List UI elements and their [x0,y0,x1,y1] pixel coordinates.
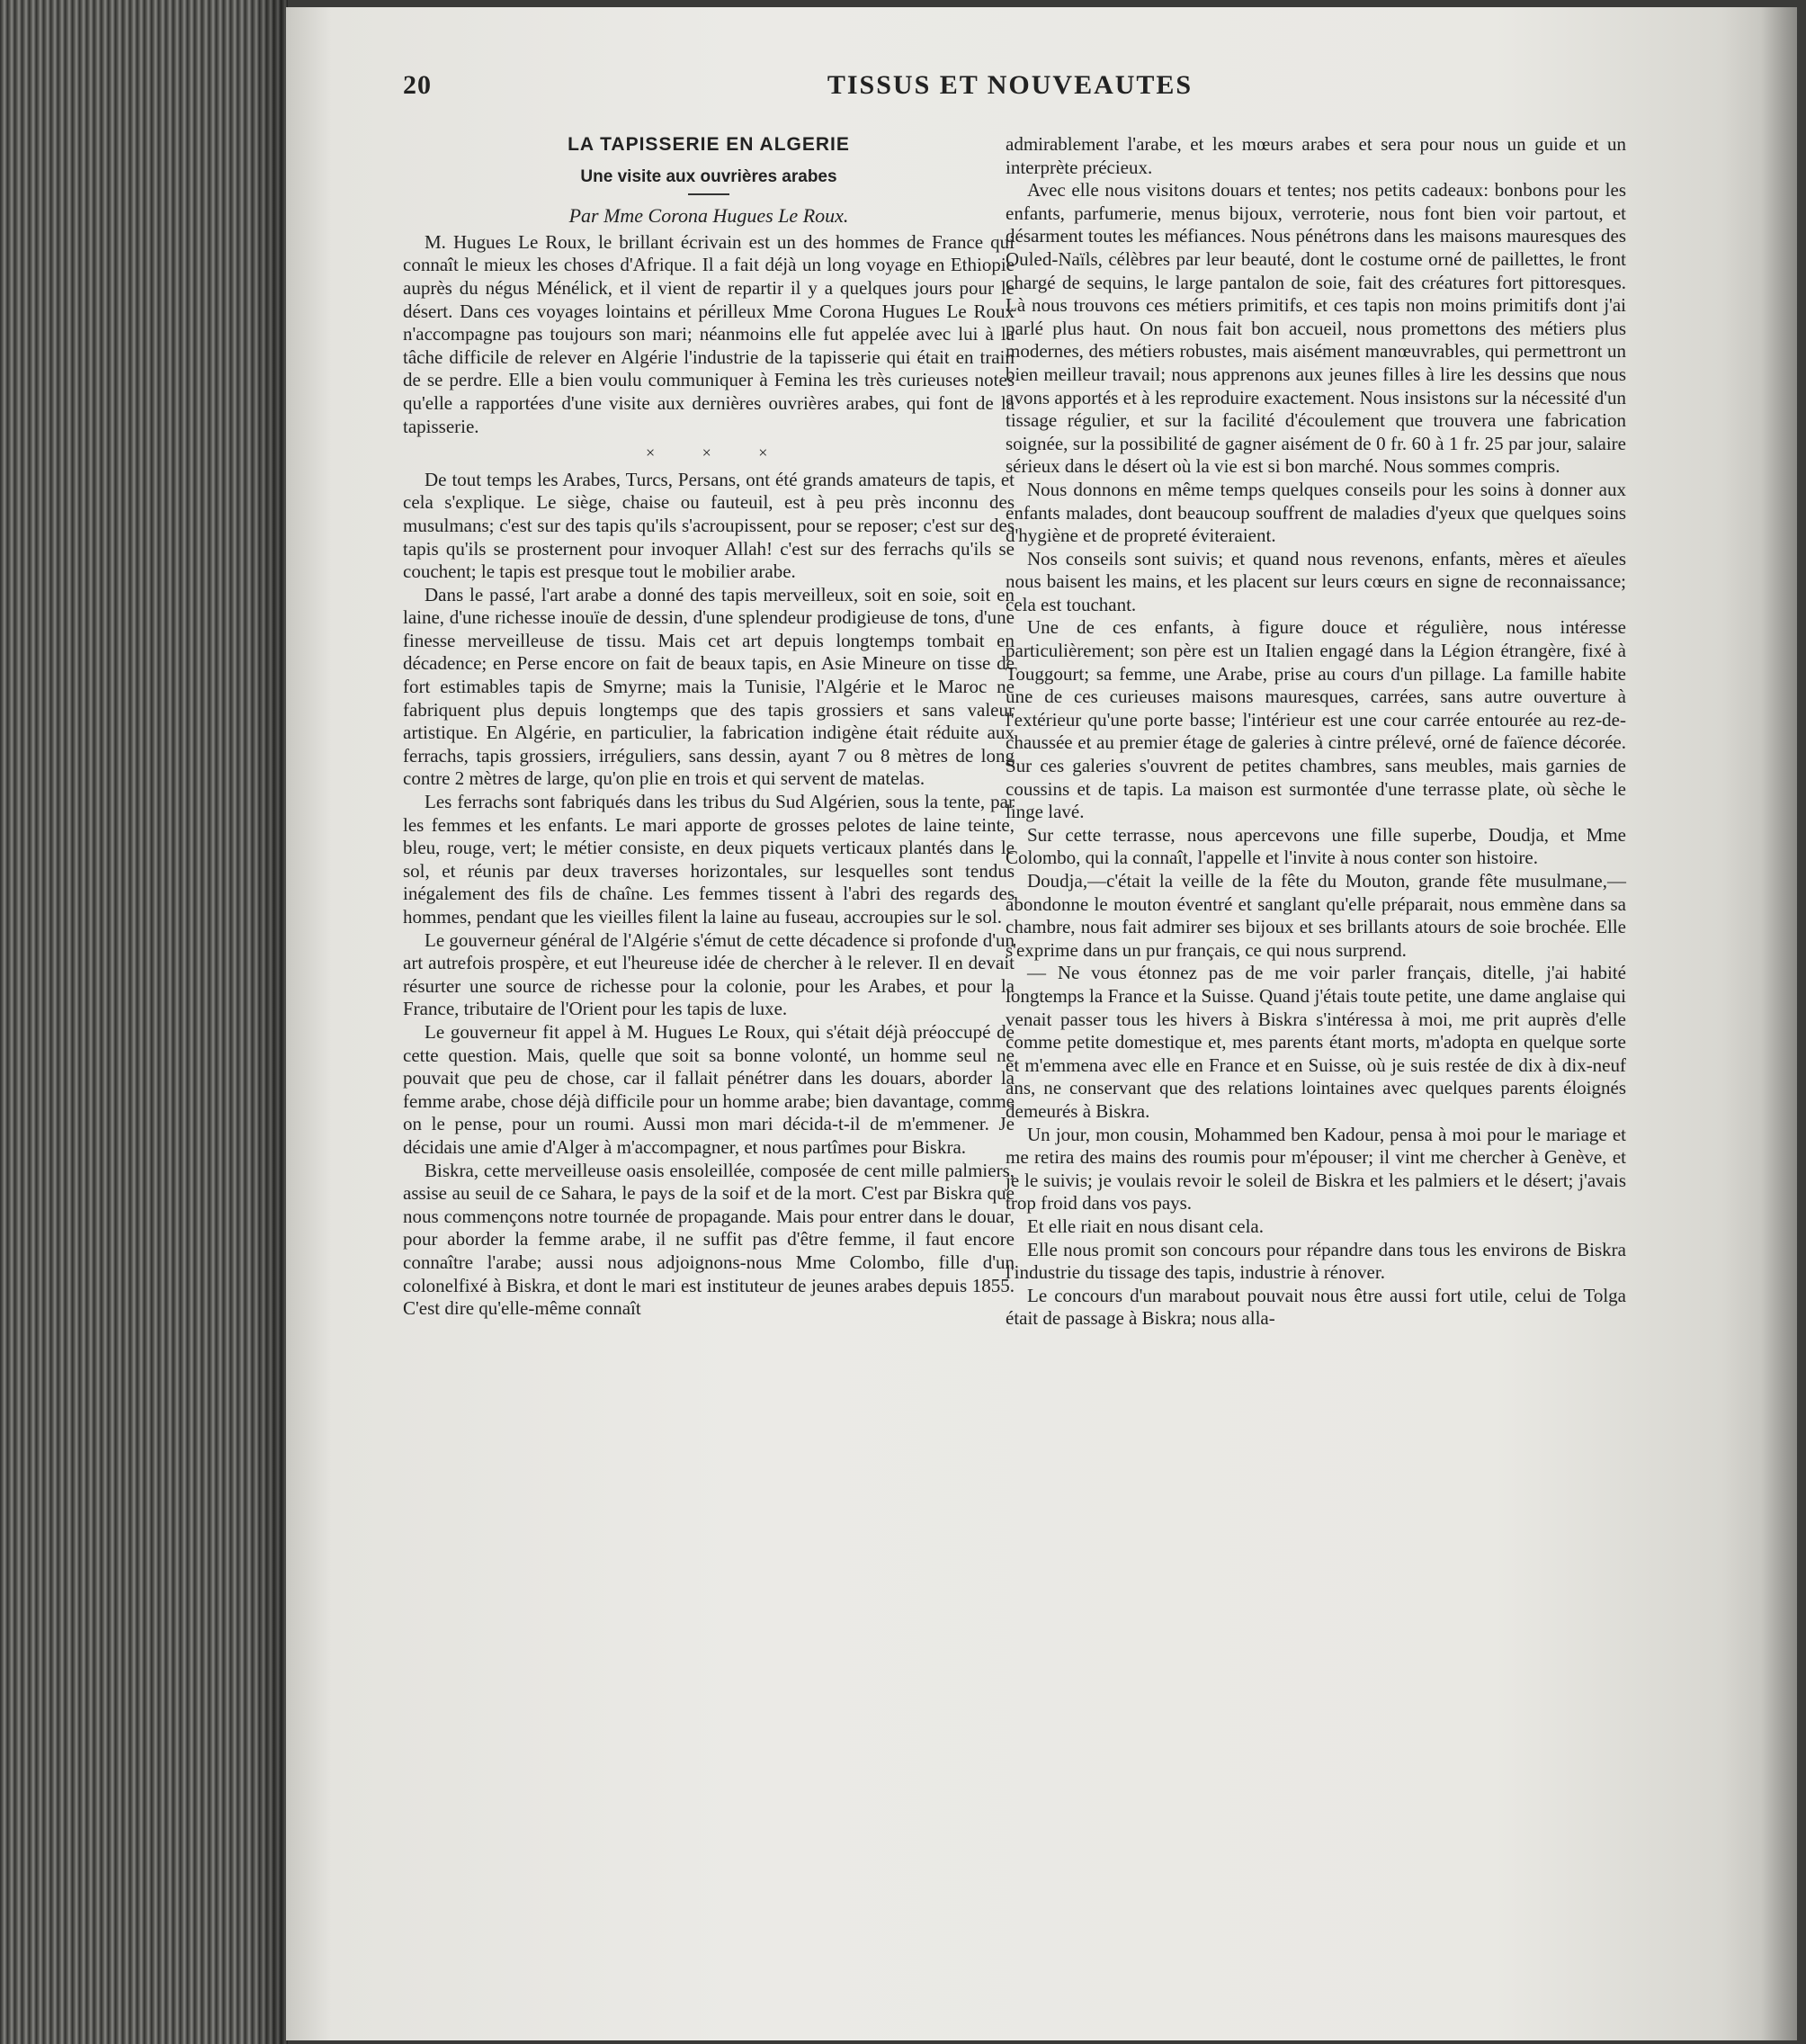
title-rule [688,193,729,195]
article-title: LA TAPISSERIE EN ALGERIE [568,134,850,155]
article-subtitle: Une visite aux ouvrières arabes [580,166,837,186]
paragraph: De tout temps les Arabes, Turcs, Persans, ont été grands amateurs de tapis, et cela s'explique. Le siège, chaise ou fauteuil, est à peu près inconnu des musulmans; c'est sur des tapis qu'ils s'acroupissent, pour se reposer; c'est sur des tapis qu'ils se prosternent pour invoquer Allah! c'est sur des ferrachs qu'ils se couchent; le tapis est presque tout le mobilier arabe. [403,468,1015,583]
paragraph: M. Hugues Le Roux, le brillant écrivain est un des hommes de France qui connaît le mieux les choses d'Afrique. Il a fait déjà un long voyage en Ethiopie auprès du négus Ménélick, et il vient de repartir il y a quelques jours pour le désert. Dans ces voyages lointains et périlleux Mme Corona Hugues Le Roux n'accompagne pas toujours son mari; néanmoins elle fut appelée avec lui à la tâche difficile de relever en Algérie l'industrie de la tapisserie qui était en train de se perdre. Elle a bien voulu communiquer à Femina les très curieuses notes qu'elle a rapportées d'une visite aux dernières ouvrières arabes, qui font de la tapisserie. [403,230,1015,437]
paragraph: Un jour, mon cousin, Mohammed ben Kadour, pensa à moi pour le mariage et me retira des mains des roumis pour m'épouser; il vint me chercher à Genève, et je le suivis; je voulais revoir le soleil de Biskra et les palmiers et le désert; j'avais trop froid dans vos pays. [1006,1123,1626,1215]
paragraph: — Ne vous étonnez pas de me voir parler français, ditelle, j'ai habité longtemps la France et la Suisse. Quand j'étais toute petite, une dame anglaise qui venait passer tous les hivers à Biskra s'intéressa à moi, me prit auprès d'elle comme petite domestique et, mes parents étant morts, m'adopta en quelque sorte et m'emmena avec elle en France et en Suisse, où je suis restée de dix à dix-neuf ans, ne conservant que des relations lointaines avec quelques parents éloignés demeurés à Biskra. [1006,962,1626,1122]
book-page [286,7,1797,2040]
paragraph: Avec elle nous visitons douars et tentes; nos petits cadeaux: bonbons pour les enfants, parfumerie, menus bijoux, verroterie, nous font bien voir partout, et désarment toutes les méfiances. Nous pénétrons dans les maisons mauresques des Ouled-Naïls, célèbres par leur beauté, dont le costume orné de paillettes, le front chargé de sequins, le large pantalon de soie, fait des créatures fort pittoresques. Là nous trouvons ces métiers primitifs, et ces tapis non moins primitifs dont j'ai parlé plus haut. On nous fait bon accueil, nous promettons des métiers plus modernes, des métiers robustes, mais aisément manœuvrables, qui permettront un bien meilleur travail; nous apprenons aux jeunes filles à lire les dessins que nous avons apportés et à les reproduire exactement. Nous insistons sur la nécessité d'un tissage régulier, et sur la facilité d'écoulement que trouvera une fabrication soignée, sur la possibilité de gagner aisément de 0 fr. 60 à 1 fr. 25 par jour, salaire sérieux dans le désert où la vie est si bon marché. Nous sommes compris. [1006,179,1626,478]
paragraph: Doudja,—c'était la veille de la fête du Mouton, grande fête musulmane,—abondonne le mouton éventré et sanglant qu'elle préparait, nous emmène dans sa chambre, nous fait admirer ses bijoux et ses brillants atours de soie brochée. Elle s'exprime dans un pur français, ce qui nous surprend. [1006,870,1626,961]
paragraph: Nous donnons en même temps quelques conseils pour les soins à donner aux enfants malades, dont beaucoup souffrent de maladies d'yeux que quelques soins d'hygiène et de propreté éviteraient. [1006,478,1626,547]
paragraph: Et elle riait en nous disant cela. [1027,1215,1264,1237]
left-column [403,133,1015,1321]
paragraph: Le gouverneur fit appel à M. Hugues Le Roux, qui s'était déjà préoccupé de cette question. Mais, quelle que soit sa bonne volonté, un homme seul ne pouvait que peu de chose, car il fallait pénétrer dans les douars, aborder la femme arabe, chose déjà difficile pour un homme arabe; bien davantage, comme on le pense, pour un roumi. Aussi mon mari décida-t-il de m'emmener. Je décidais une amie d'Alger à m'accompagner, et nous partîmes pour Biskra. [403,1020,1015,1158]
paragraph: Une de ces enfants, à figure douce et régulière, nous intéresse particulièrement; son père est un Italien engagé dans la Légion étrangère, fixé à Touggourt; sa femme, une Arabe, prise au cours d'un pillage. La famille habite une de ces curieuses maisons mauresques, carrées, sans autre ouverture à l'extérieur qu'une porte basse; l'intérieur est une cour carrée entourée au rez-de-chaussée et au premier étage de galeries à cintre prélevé, orné de faïence décorée. Sur ces galeries s'ouvrent de petites chambres, sans meubles, mais garnies de coussins et de tapis. La maison est surmontée d'une terrasse plate, où sèche le linge lavé. [1006,616,1626,823]
running-title: TISSUS ET NOUVEAUTES [827,70,1194,100]
page-gutter-shadow [1761,7,1797,2040]
paragraph: Biskra, cette merveilleuse oasis ensoleillée, composée de cent mille palmiers, assise au seuil de ce Sahara, le pays de la soif et de la mort. C'est par Biskra que nous commençons notre tournée de propagande. Mais pour entrer dans le douar, pour aborder la femme arabe, il ne suffit pas d'être femme, il faut encore connaître l'arabe; aussi nous adjoignons-nous Mme Colombo, fille d'un colonelfixé à Biskra, et dont le mari est instituteur de jeunes arabes depuis 1855. C'est dire qu'elle-même connaît [403,1159,1015,1320]
paragraph: Dans le passé, l'art arabe a donné des tapis merveilleux, soit en soie, soit en laine, d'une richesse inouïe de dessin, d'une splendeur prodigieuse de tons, d'une finesse merveilleuse de tissu. Mais cet art depuis longtemps tombait en décadence; en Perse encore on fait de beaux tapis, en Asie Mineure on tisse de fort estimables tapis de Smyrne; mais la Tunisie, l'Algérie et le Maroc ne fabriquent plus depuis longtemps que des tapis grossiers et sans valeur artistique. En Algérie, en particulier, la fabrication indigène était réduite aux ferrachs, tapis grossiers, irréguliers, sans dessin, ayant 7 ou 8 mètres de long contre 2 mètres de large, qu'on plie en trois et qui servent de matelas. [403,583,1015,790]
paragraph-continued: admirablement l'arabe, et les mœurs arabes et sera pour nous un guide et un interprète précieux. [1006,133,1626,178]
paragraph: Le concours d'un marabout pouvait nous être aussi fort utile, celui de Tolga était de passage à Biskra; nous alla- [1006,1284,1626,1330]
book-page-stack-edge [0,0,288,2044]
paragraph: Sur cette terrasse, nous apercevons une fille superbe, Doudja, et Mme Colombo, qui la connaît, l'appelle et l'invite à nous conter son histoire. [1006,823,1626,869]
running-header [403,70,1617,106]
paragraph: Elle nous promit son concours pour répandre dans tous les environs de Biskra l'industrie du tissage des tapis, industrie à rénover. [1006,1238,1626,1284]
paragraph: Les ferrachs sont fabriqués dans les tribus du Sud Algérien, sous la tente, par les femmes et les enfants. Le mari apporte de grosses pelotes de laine teinte, bleu, rouge, vert; le métier consiste, en deux piquets verticaux plantés dans le sol, et réunis par deux traverses horizontales, sur lesquelles sont tendus inégalement des fils de chaîne. Les femmes tissent à l'abri des regards des hommes, pendant que les vieilles filent la laine au fuseau, accroupies sur le sol. [403,791,1015,928]
right-column [1006,133,1626,1331]
section-separator: × × × [646,444,790,462]
article-byline: Par Mme Corona Hugues Le Roux. [568,204,849,228]
paragraph: Nos conseils sont suivis; et quand nous revenons, enfants, mères et aïeules nous baisent les mains, et les placent sur leurs cœurs en signe de reconnaissance; cela est touchant. [1006,547,1626,615]
paragraph: Le gouverneur général de l'Algérie s'émut de cette décadence si profonde d'un art autrefois prospère, et eut l'heureuse idée de chercher à le relever. Il en devait résurter une source de richesse pour la colonie, pour les Arabes, et pour la France, tributaire de l'Orient pour les tapis de luxe. [403,928,1015,1020]
page-number: 20 [403,70,432,100]
